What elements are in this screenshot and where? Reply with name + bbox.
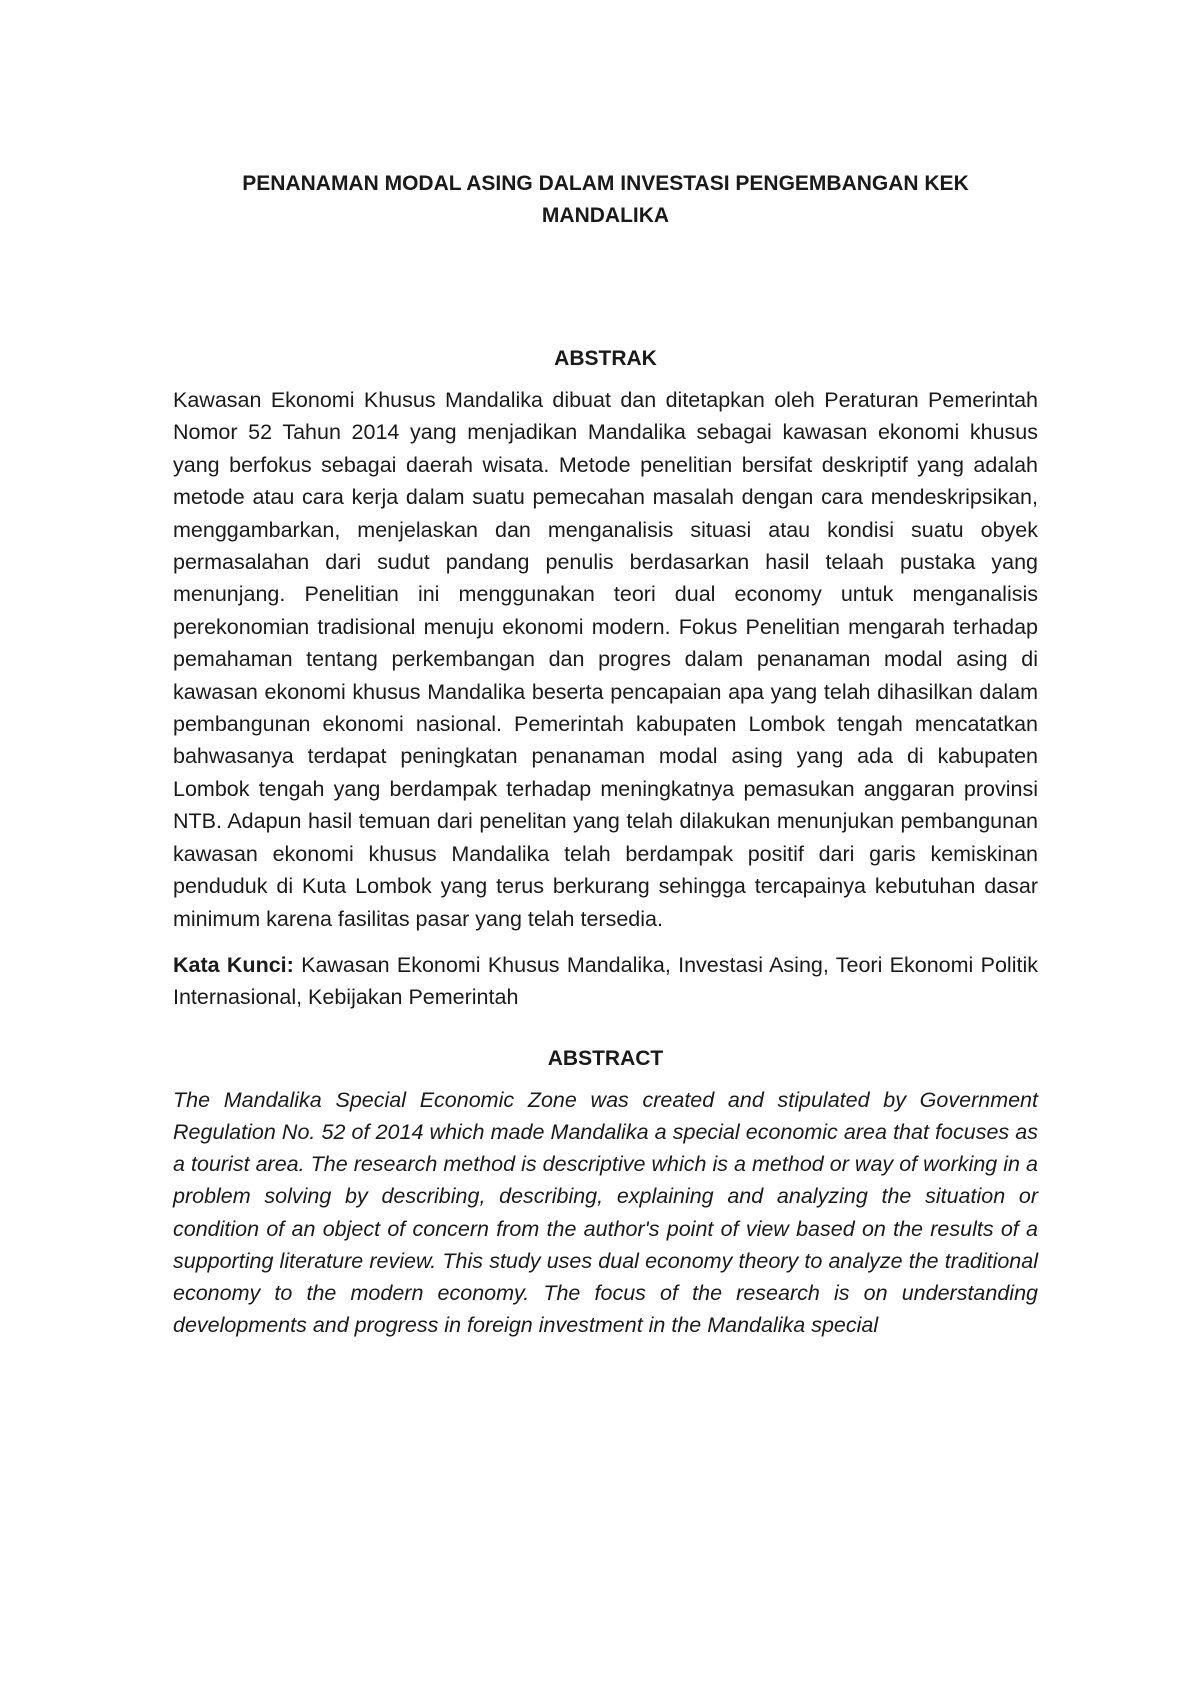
abstract-paragraph: The Mandalika Special Economic Zone was created and stipulated by Government Regulation No. 52 of 2014 which made Mandalika a special economic area that focuses as a tourist area. The research method is descriptive which is a method or way of working in a problem solving by describing, describing, explaining and analyzing the situation or condition of an object of concern from the author's point of view based on the results of a supporting literature review. This study uses dual economy theory to analyze the traditional economy to the modern economy. The focus of the research is on understanding developments and progress in foreign investment in the Mandalika special bbox=[173, 1087, 1038, 1338]
paper-title-line-1: PENANAMAN MODAL ASING DALAM INVESTASI PENGEMBANGAN KEK bbox=[242, 172, 969, 195]
abstrak-heading: ABSTRAK bbox=[554, 347, 657, 370]
document-content bbox=[173, 168, 1038, 1341]
keywords-paragraph bbox=[173, 949, 1038, 1014]
paper-title bbox=[173, 168, 1038, 232]
keywords-list: Kawasan Ekonomi Khusus Mandalika, Investasi Asing, Teori Ekonomi Politik Internasional, Kebijakan Pemerintah bbox=[173, 952, 1038, 1010]
paper-title-line-2: MANDALIKA bbox=[541, 204, 670, 227]
keywords-label: Kata Kunci: bbox=[173, 952, 294, 977]
abstrak-paragraph: Kawasan Ekonomi Khusus Mandalika dibuat dan ditetapkan oleh Peraturan Pemerintah Nomor 52 Tahun 2014 yang menjadikan Mandalika sebagai kawasan ekonomi khusus yang berfokus sebagai daerah wisata. Metode penelitian bersifat deskriptif yang adalah metode atau cara kerja dalam suatu pemecahan masalah dengan cara mendeskripsikan, menggambarkan, menjelaskan dan menganalisis situasi atau kondisi suatu obyek permasalahan dari sudut pandang penulis berdasarkan hasil telaah pustaka yang menunjang. Penelitian ini menggunakan teori dual economy untuk menganalisis perekonomian tradisional menuju ekonomi modern. Fokus Penelitian mengarah terhadap pemahaman tentang perkembangan dan progres dalam penanaman modal asing di kawasan ekonomi khusus Mandalika beserta pencapaian apa yang telah dihasilkan dalam pembangunan ekonomi nasional. Pemerintah kabupaten Lombok tengah mencatatkan bahwasanya terdapat peningkatan penanaman modal asing yang ada di kabupaten Lombok tengah yang berdampak terhadap meningkatnya pemasukan anggaran provinsi NTB. Adapun hasil temuan dari penelitan yang telah dilakukan menunjukan pembangunan kawasan ekonomi khusus Mandalika telah berdampak positif dari garis kemiskinan penduduk di Kuta Lombok yang terus berkurang sehingga tercapainya kebutuhan dasar minimum karena fasilitas pasar yang telah tersedia. bbox=[173, 388, 1038, 931]
abstract-heading: ABSTRACT bbox=[547, 1046, 664, 1070]
